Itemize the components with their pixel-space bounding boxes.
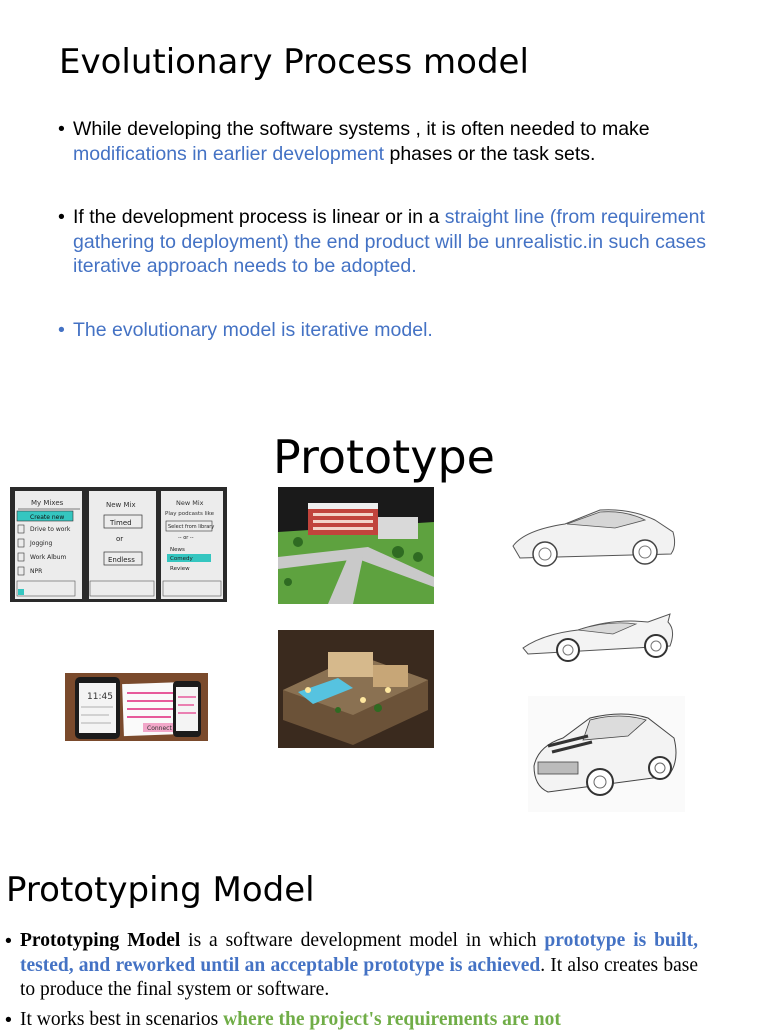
svg-text:NPR: NPR — [30, 568, 43, 575]
slide3-title: Prototyping Model — [6, 870, 315, 910]
slide2-title: Prototype — [273, 430, 495, 484]
screen1-title: My Mixes — [31, 499, 64, 507]
svg-text:Drive to work: Drive to work — [30, 526, 71, 533]
svg-text:Timed: Timed — [110, 519, 132, 527]
car-sketch-image-2 — [518, 608, 678, 668]
bullet-dot: • — [5, 1009, 12, 1031]
svg-text:or: or — [116, 535, 124, 543]
highlight-text: modifications in earlier development — [73, 142, 385, 165]
screen2-title: New Mix — [106, 501, 136, 509]
svg-text:Play podcasts like: Play podcasts like — [165, 511, 215, 517]
slide1-title: Evolutionary Process model — [59, 42, 529, 82]
svg-text:Jogging: Jogging — [30, 540, 53, 547]
architecture-model-image-1 — [278, 487, 434, 604]
slide1-bullet-2 — [58, 205, 758, 279]
phone-connect-label: Connect — [147, 725, 172, 732]
bullet-text: If the development process is linear or in a straight line (from requirement gathering to deployment) the end product will be unrealistic.in such cases iterative approach needs to be adopted. — [73, 206, 707, 277]
svg-text:Review: Review — [170, 566, 190, 572]
bullet-text: Prototyping Model is a software development model in which prototype is built, tested, and reworked until an acceptable prototype is achieved. It also creates base to produce the final system or software. — [20, 930, 698, 1000]
highlight-text: prototype is built, tested, and reworked until an acceptable prototype is achieved — [20, 930, 698, 976]
slide3-bullet-1 — [5, 929, 698, 1003]
svg-text:Comedy: Comedy — [170, 556, 193, 562]
car-sketch-image-3 — [528, 696, 685, 812]
paper-prototype-image — [10, 487, 227, 602]
phone-time: 11:45 — [87, 692, 113, 702]
architecture-model-image-2 — [278, 630, 434, 748]
bullet-dot: • — [58, 118, 65, 140]
bullet-text: The evolutionary model is iterative model. — [73, 319, 433, 341]
svg-text:Work Album: Work Album — [30, 554, 67, 561]
bullet-dot: • — [58, 319, 65, 341]
bullet-text: While developing the software systems , it is often needed to make modifications in earlier development phases or the task sets. — [73, 118, 650, 165]
car-sketch-image-1 — [505, 488, 685, 583]
svg-text:-- or --: -- or -- — [178, 535, 194, 541]
bullet-text: It works best in scenarios where the project's requirements are not — [20, 1009, 561, 1030]
slide1-bullet-1 — [58, 117, 758, 166]
highlight-text: where the project's requirements are not — [223, 1009, 561, 1030]
bullet-dot: • — [5, 930, 12, 952]
bullet-dot: • — [58, 206, 65, 228]
slide1-bullet-3 — [58, 318, 758, 343]
highlight-text: straight line (from requirement gathering to deployment) the end product will be unrealistic.in such cases iterative approach needs to be adopted. — [73, 206, 707, 277]
svg-text:News: News — [170, 547, 185, 553]
svg-text:Create new: Create new — [30, 514, 65, 521]
slide3-bullet-2 — [5, 1008, 698, 1033]
svg-text:Endless: Endless — [108, 556, 135, 564]
svg-text:Select from library: Select from library — [168, 524, 215, 530]
paper-phone-prototype-image — [65, 673, 208, 741]
bold-term: Prototyping Model — [20, 930, 181, 951]
screen3-title: New Mix — [176, 499, 204, 507]
